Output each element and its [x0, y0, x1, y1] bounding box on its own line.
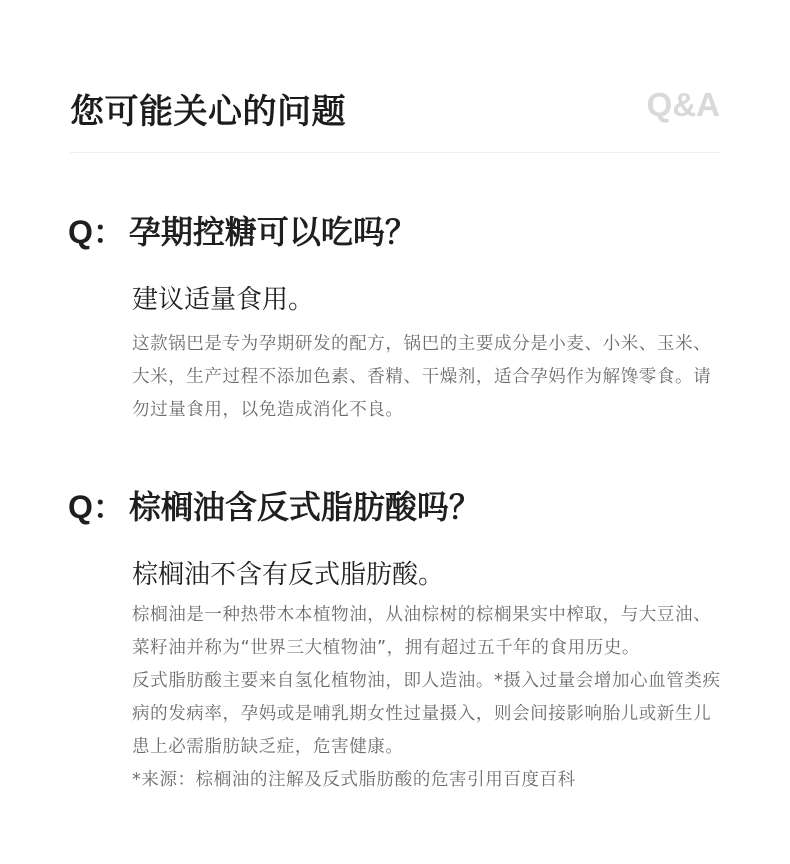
question-text: 孕期控糖可以吃吗？: [128, 213, 417, 251]
section-title: 您可能关心的问题: [70, 92, 346, 132]
answer-summary: 建议适量食用。: [132, 285, 315, 315]
answer-summary: 棕榈油不含有反式脂肪酸。: [132, 560, 445, 590]
answer-paragraph: 反式脂肪酸主要来自氢化植物油，即人造油。*摄入过量会增加心血管类疾病的发病率，孕妈或是哺乳期女性过量摄入，则会间接影响胎儿或新生儿患上必需脂肪缺乏症，危害健康。: [132, 671, 721, 757]
faq-item: [68, 208, 728, 427]
header-divider: [70, 152, 720, 153]
section-header: [70, 78, 720, 134]
faq-item: [68, 483, 728, 797]
question-text: 棕榈油含反式脂肪酸吗？: [128, 488, 481, 526]
faq-question: [68, 483, 728, 531]
question-prefix: Q：: [68, 489, 125, 525]
qa-watermark-label: Q&A: [646, 86, 720, 123]
faq-question: [68, 208, 728, 256]
answer-paragraph: 棕榈油是一种热带木本植物油，从油棕树的棕榈果实中榨取，与大豆油、菜籽油并称为“世界三大植物油”，拥有超过五千年的食用历史。: [132, 605, 712, 658]
answer-body: [132, 599, 724, 797]
answer-body: [132, 328, 724, 427]
question-prefix: Q：: [68, 214, 125, 250]
source-note: *来源：棕榈油的注解及反式脂肪酸的危害引用百度百科: [132, 770, 576, 790]
answer-paragraph: 这款锅巴是专为孕期研发的配方，锅巴的主要成分是小麦、小米、玉米、大米，生产过程不添加色素、香精、干燥剂，适合孕妈作为解馋零食。请勿过量食用，以免造成消化不良。: [132, 334, 712, 420]
